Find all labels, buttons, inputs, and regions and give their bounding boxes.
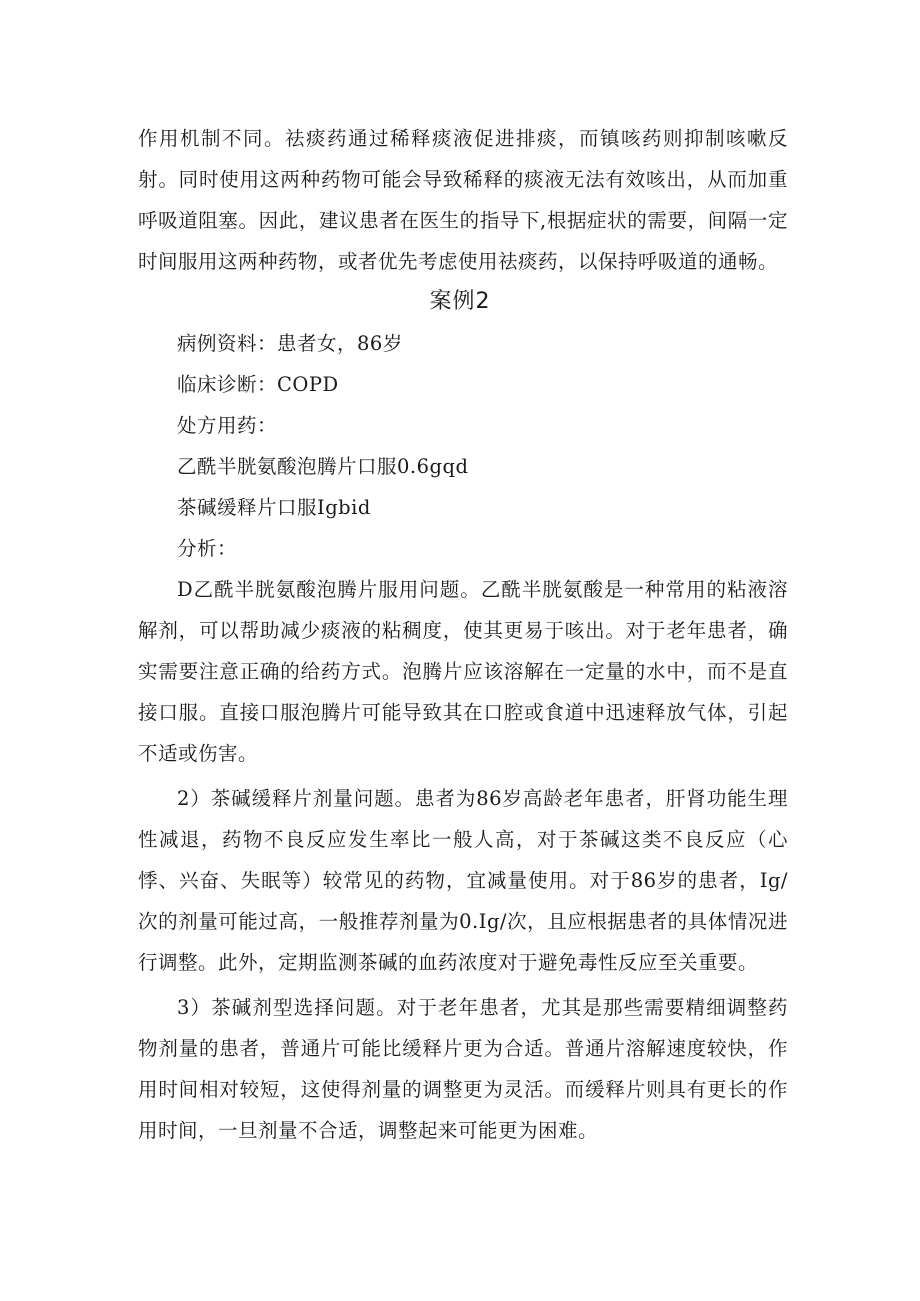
prescription-label: 处方用药： — [177, 414, 278, 437]
case-title: 案例2 — [429, 289, 491, 314]
case-section — [138, 323, 788, 1151]
analysis-paragraph-3: 3）茶碱剂型选择问题。对于老年患者，尤其是那些需要精细调整药物剂量的患者，普通片可能比缓释片更为合适。普通片溶解速度较快，作用时间相对较短，这使得剂量的调整更为灵活。而缓释片则具有更长的作用时间，一旦剂量不合适，调整起来可能更为困难。 — [138, 996, 788, 1142]
analysis-label: 分析： — [177, 537, 238, 560]
patient-info: 病例资料：患者女，86岁 — [177, 332, 403, 355]
prescription-drug-2: 茶碱缓释片口服Igbid — [177, 496, 371, 519]
prescription-drug-1: 乙酰半胱氨酸泡腾片口服0.6gqd — [177, 455, 469, 478]
intro-section — [138, 118, 788, 282]
clinical-diagnosis: 临床诊断：COPD — [177, 373, 339, 396]
analysis-paragraph-1: D乙酰半胱氨酸泡腾片服用问题。乙酰半胱氨酸是一种常用的粘液溶解剂，可以帮助减少痰液的粘稠度，使其更易于咳出。对于老年患者，确实需要注意正确的给药方式。泡腾片应该溶解在一定量的水中，而不是直接口服。直接口服泡腾片可能导致其在口腔或食道中迅速释放气体，引起不适或伤害。 — [138, 578, 788, 765]
analysis-paragraph-2: 2）茶碱缓释片剂量问题。患者为86岁高龄老年患者，肝肾功能生理性减退，药物不良反应发生率比一般人高，对于茶碱这类不良反应（心悸、兴奋、失眠等）较常见的药物，宜减量使用。对于86岁的患者，Ig/次的剂量可能过高，一般推荐剂量为0.Ig/次，且应根据患者的具体情况进行调整。此外，定期监测茶碱的血药浓度对于避免毒性反应至关重要。 — [138, 787, 788, 974]
intro-paragraph: 作用机制不同。祛痰药通过稀释痰液促进排痰，而镇咳药则抑制咳嗽反射。同时使用这两种药物可能会导致稀释的痰液无法有效咳出，从而加重呼吸道阻塞。因此，建议患者在医生的指导下,根据症状的需要，间隔一定时间服用这两种药物，或者优先考虑使用祛痰药，以保持呼吸道的通畅。 — [138, 127, 788, 273]
